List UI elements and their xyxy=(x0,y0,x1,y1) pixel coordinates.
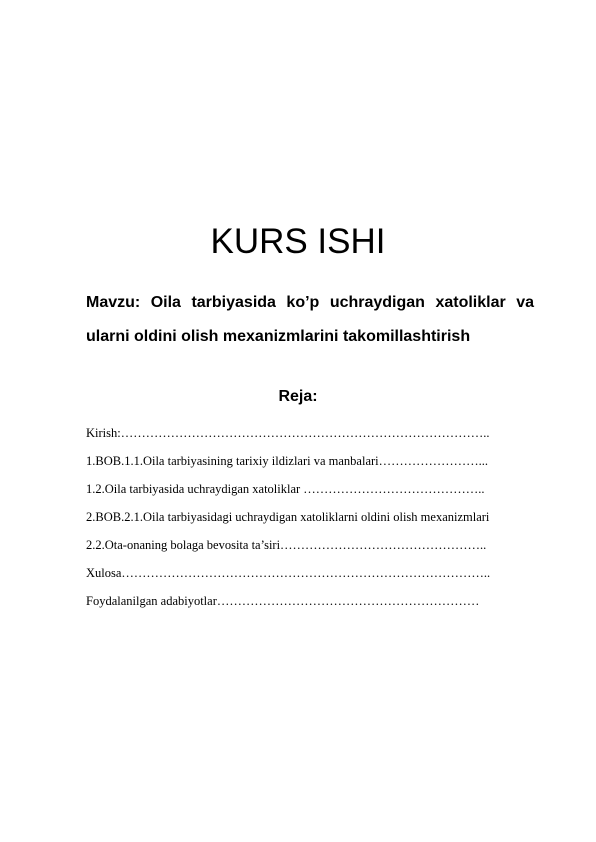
toc-item-introduction: Kirish:…………………………………………………………………………….. xyxy=(86,426,490,440)
document-title: KURS ISHI xyxy=(210,222,386,261)
toc-item-chapter-1-1: 1.BOB.1.1.Oila tarbiyasining tarixiy ildizlari va manbalari……………………... xyxy=(86,454,489,468)
toc-item-chapter-2-1: 2.BOB.2.1.Oila tarbiyasidagi uchraydigan xatoliklarni oldini olish mexanizmlari xyxy=(86,510,490,524)
toc-item-chapter-2-2: 2.2.Ota-onaning bolaga bevosita ta’siri………………………………………….. xyxy=(86,538,487,552)
toc-item-references: Foydalanilgan adabiyotlar……………………………………………………… xyxy=(86,594,480,608)
document-topic: Mavzu: Oila tarbiyasida ko’p uchraydigan xatoliklar va ularni oldini olish mexanizmlarini takomillashtirish xyxy=(86,294,534,345)
plan-heading: Reja: xyxy=(278,388,318,405)
toc-item-conclusion: Xulosa…………………………………………………………………………….. xyxy=(86,566,491,580)
table-of-contents xyxy=(86,425,546,621)
toc-item-chapter-1-2: 1.2.Oila tarbiyasida uchraydigan xatoliklar …………………………………….. xyxy=(86,482,485,496)
